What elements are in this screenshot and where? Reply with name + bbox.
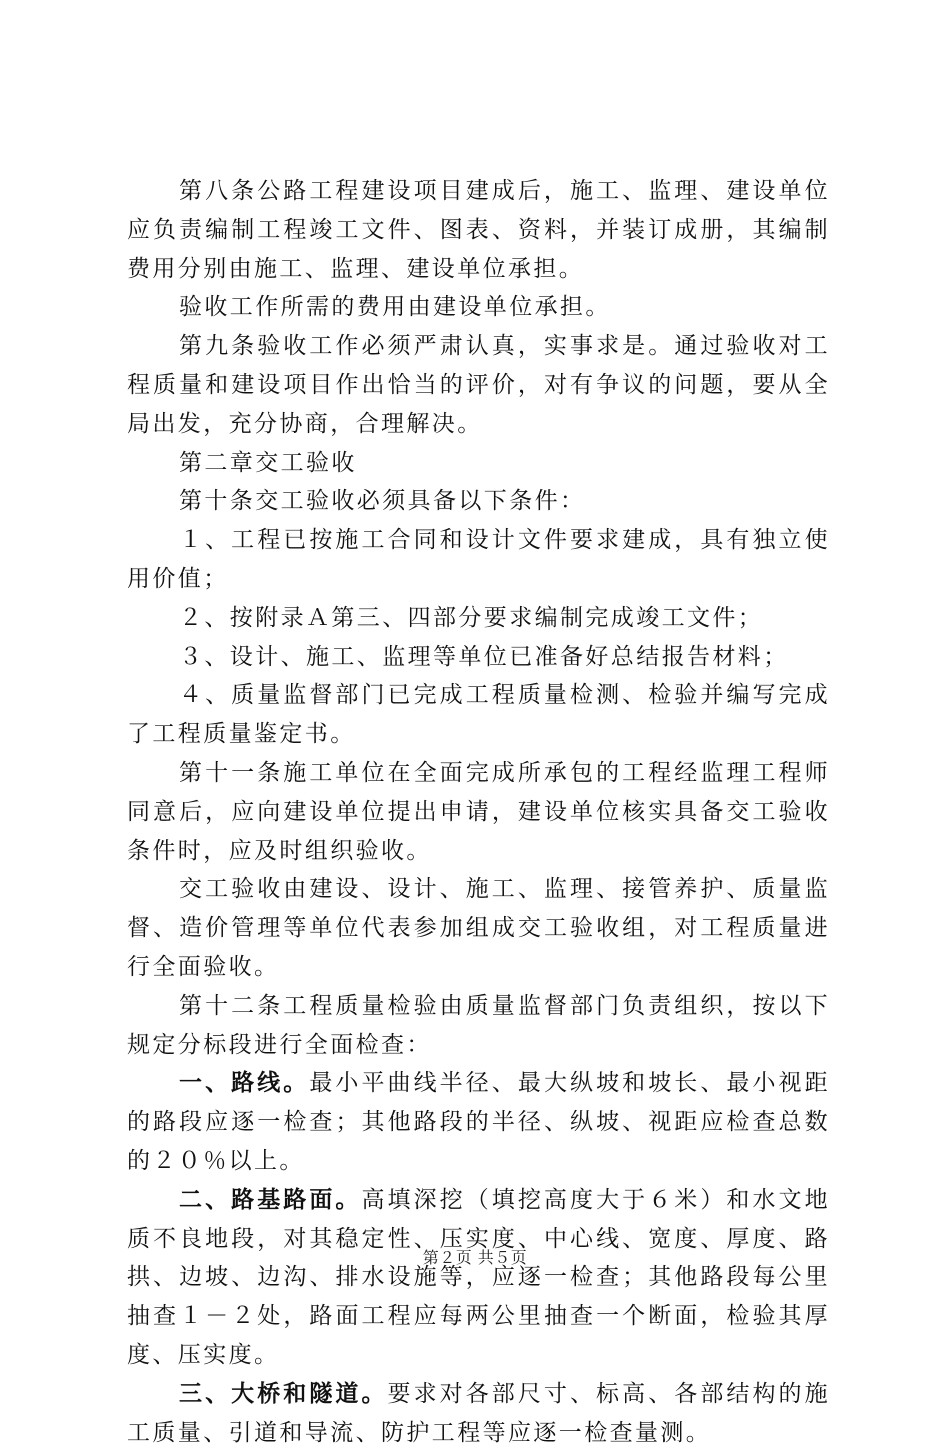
list-item	[127, 599, 830, 638]
paragraph-text: 第九条验收工作必须严肃认真，实事求是。通过验收对工程质量和建设项目作出恰当的评价，对有争议的问题，要从全局出发，充分协商，合理解决。	[127, 333, 830, 437]
paragraph	[127, 288, 830, 327]
chapter-heading	[127, 444, 830, 483]
paragraph	[127, 482, 830, 521]
page-footer	[0, 1245, 950, 1268]
paragraph	[127, 172, 830, 288]
paragraph-text: 要求对各部尺寸、标高、各部结构的施工质量、引道和导流、防护工程等应逐一检查量测。	[127, 1380, 830, 1446]
section-item	[127, 1181, 830, 1375]
section-heading: 二、路基路面。	[179, 1185, 362, 1213]
list-item	[127, 676, 830, 754]
paragraph	[127, 327, 830, 443]
section-heading: 一、路线。	[179, 1069, 310, 1097]
paragraph	[127, 987, 830, 1065]
section-heading: 三、大桥和隧道。	[179, 1379, 388, 1407]
paragraph-text: 第十二条工程质量检验由质量监督部门负责组织，按以下规定分标段进行全面检查：	[127, 992, 830, 1058]
list-item	[127, 521, 830, 599]
paragraph-text: 第八条公路工程建设项目建成后，施工、监理、建设单位应负责编制工程竣工文件、图表、资料，并装订成册，其编制费用分别由施工、监理、建设单位承担。	[127, 178, 830, 282]
paragraph-text: 验收工作所需的费用由建设单位承担。	[179, 294, 611, 321]
paragraph-text: 高填深挖（填挖高度大于６米）和水文地质不良地段，对其稳定性、压实度、中心线、宽度、厚度、路拱、边坡、边沟、排水设施等，应逐一检查；其他路段每公里抽查１－２处，路面工程应每两公里抽查一个断面，检验其厚度、压实度。	[127, 1186, 830, 1368]
paragraph-text: 最小平曲线半径、最大纵坡和坡长、最小视距的路段应逐一检查；其他路段的半径、纵坡、视距应检查总数的２０％以上。	[127, 1070, 831, 1174]
paragraph-text: 交工验收由建设、设计、施工、监理、接管养护、质量监督、造价管理等单位代表参加组成交工验收组，对工程质量进行全面验收。	[127, 876, 830, 980]
paragraph-text: 第十条交工验收必须具备以下条件：	[179, 488, 586, 515]
paragraph-text: ２、按附录Ａ第三、四部分要求编制完成竣工文件；	[179, 604, 764, 631]
paragraph-text: １、工程已按施工合同和设计文件要求建成，具有独立使用价值；	[127, 527, 830, 592]
paragraph-text: 第二章交工验收	[179, 449, 357, 476]
page-number: 第２页 共５页	[422, 1248, 528, 1267]
section-item	[127, 1375, 830, 1452]
section-item	[127, 1064, 830, 1180]
paragraph-text: ３、设计、施工、监理等单位已准备好总结报告材料；	[179, 643, 789, 670]
list-item	[127, 638, 830, 677]
paragraph-text: 第十一条施工单位在全面完成所承包的工程经监理工程师同意后，应向建设单位提出申请，建设单位核实具备交工验收条件时，应及时组织验收。	[127, 759, 830, 864]
paragraph	[127, 870, 830, 986]
paragraph	[127, 754, 830, 870]
paragraph-text: ４、质量监督部门已完成工程质量检测、检验并编写完成了工程质量鉴定书。	[127, 682, 830, 748]
